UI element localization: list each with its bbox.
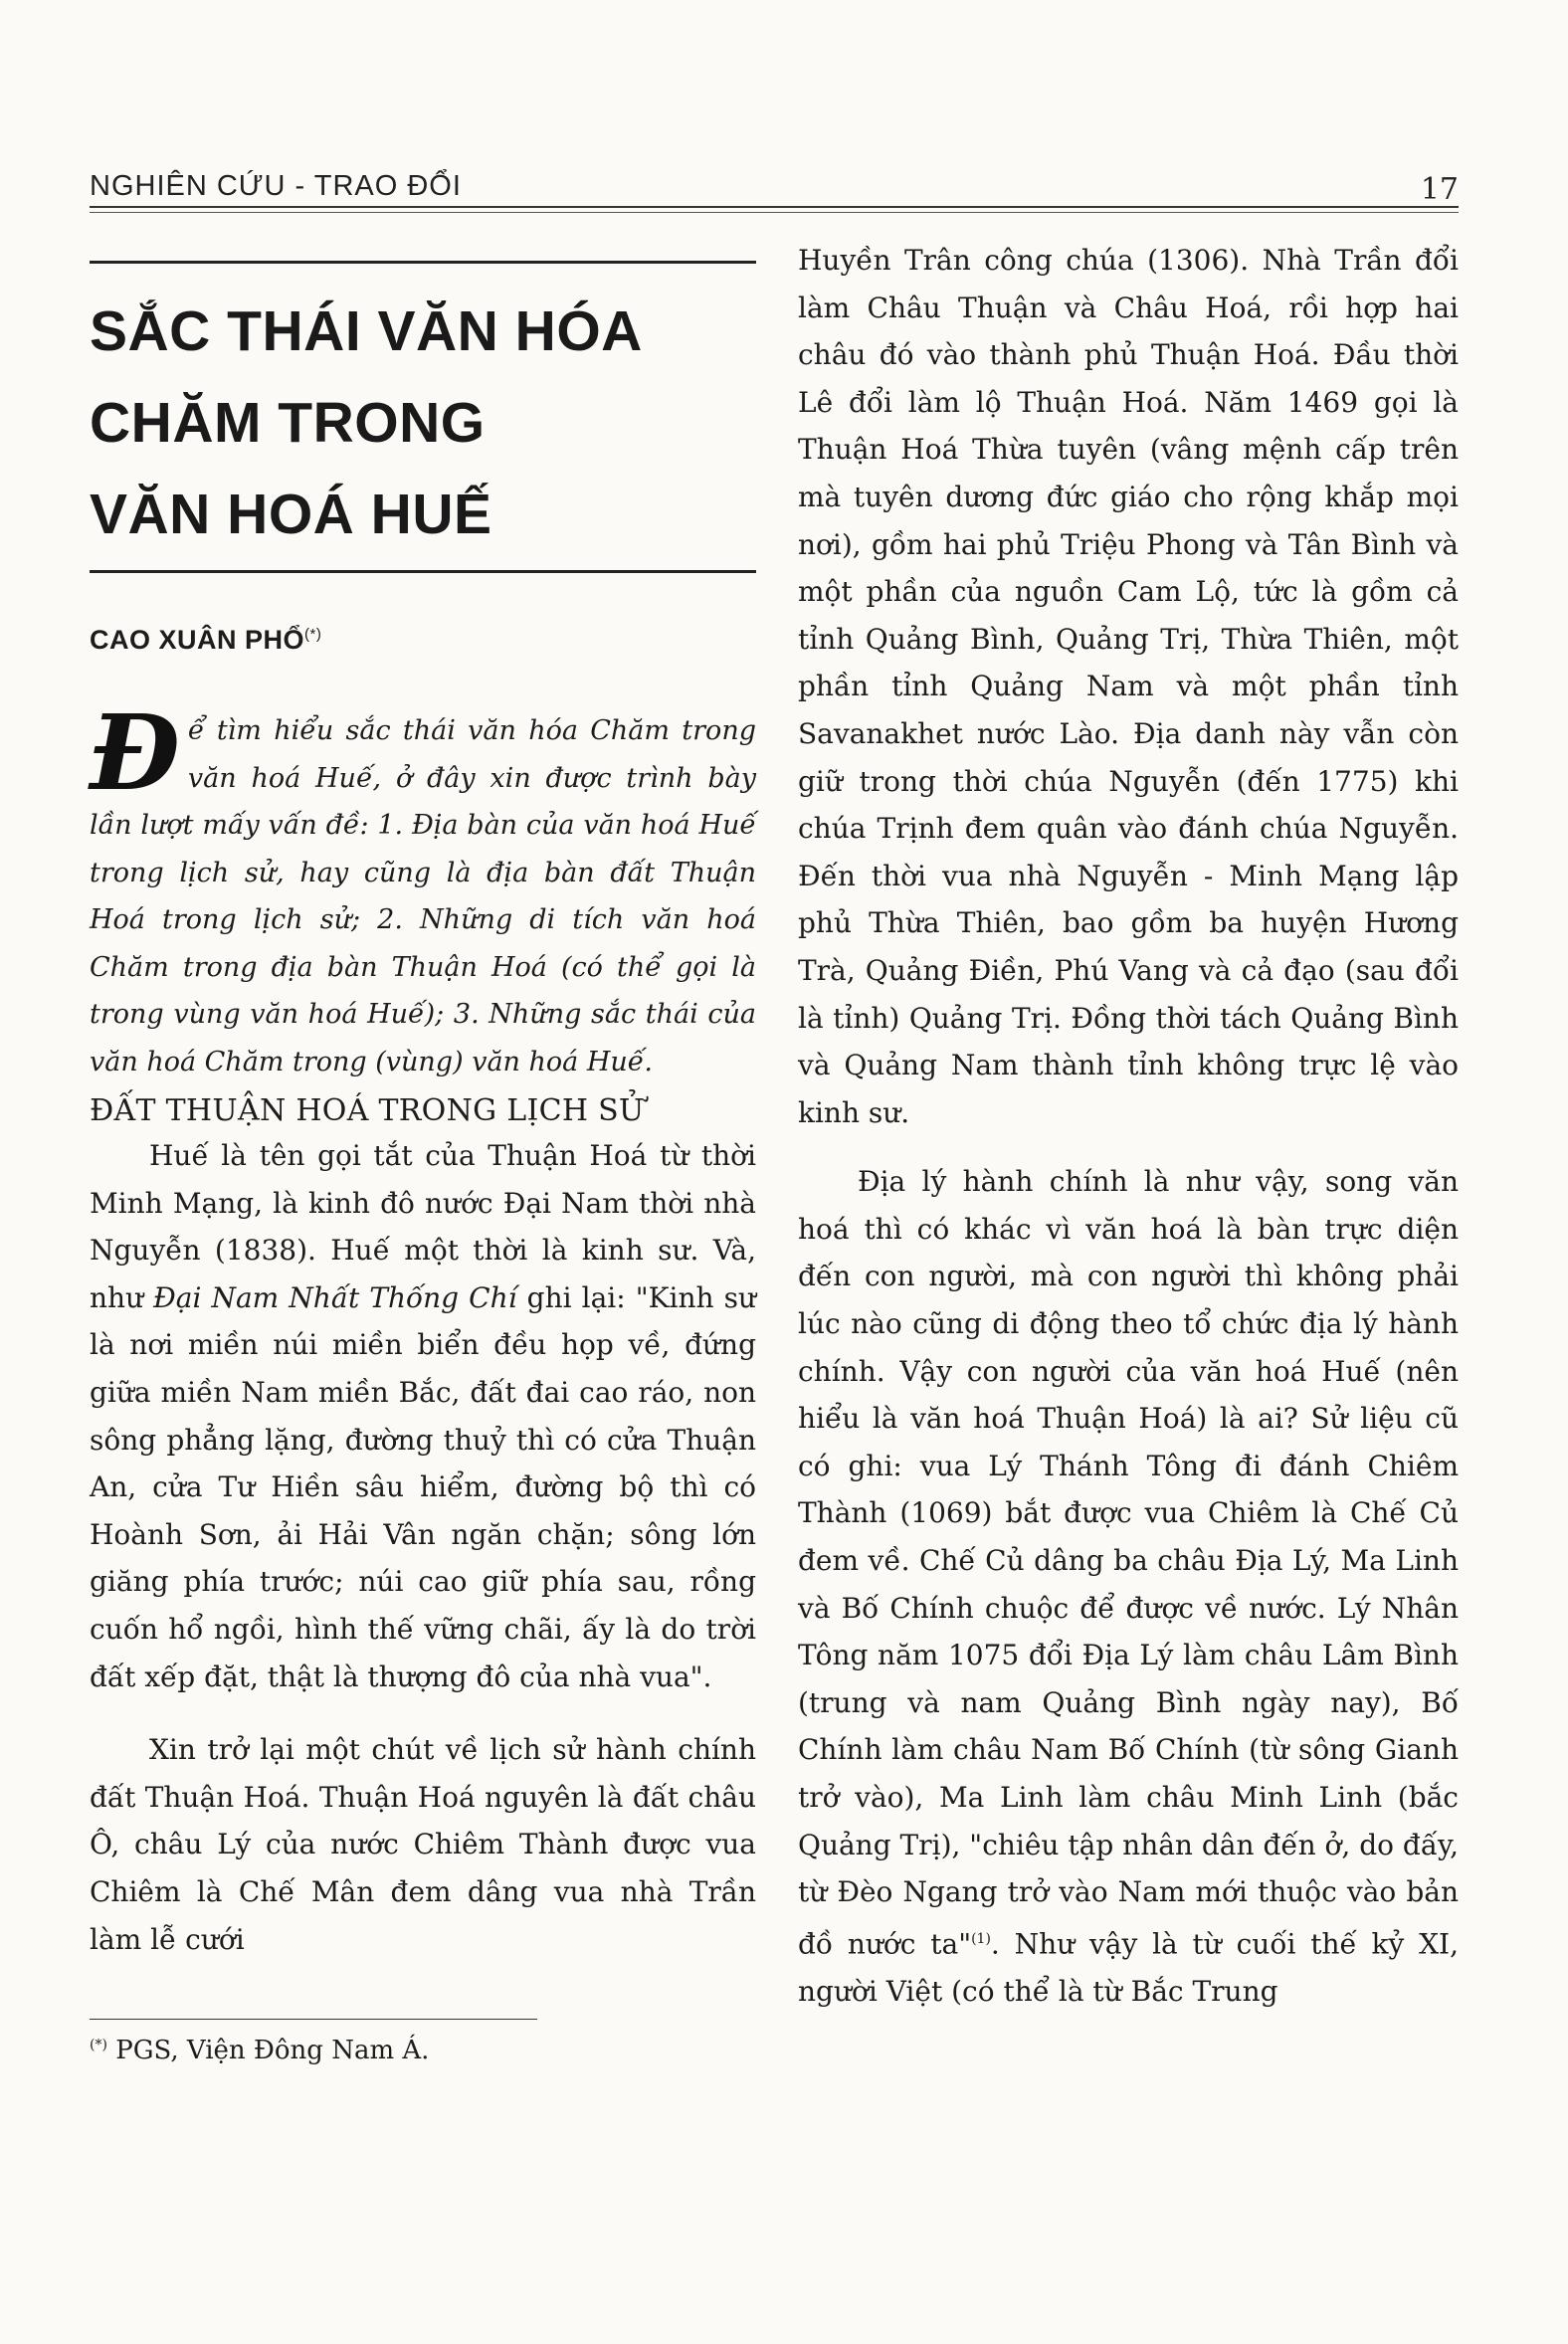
drop-cap: Đ xyxy=(90,691,180,814)
title-line-3: VĂN HOÁ HUẾ xyxy=(90,483,492,546)
header-rule xyxy=(90,206,1459,208)
paragraph xyxy=(90,1132,756,1700)
title-rule-bottom xyxy=(90,570,756,573)
book-title: Đại Nam Nhất Thống Chí xyxy=(153,1280,517,1314)
page-number: 17 xyxy=(1420,172,1459,207)
running-header xyxy=(90,159,1459,207)
author-name: CAO XUÂN PHỔ xyxy=(90,625,305,655)
footnote-rule xyxy=(90,2019,537,2020)
footnote-mark: (*) xyxy=(90,2037,107,2053)
footnote xyxy=(90,2036,756,2065)
author-footnote-mark: (*) xyxy=(304,626,322,643)
paragraph: Huyền Trân công chúa (1306). Nhà Trần đổi làm Châu Thuận và Châu Hoá, rồi hợp hai châu đó vào thành phủ Thuận Hoá. Đầu thời Lê đổi làm lộ Thuận Hoá. Năm 1469 gọi là Thuận Hoá Thừa tuyên (vâng mệnh cấp trên mà tuyên dương đức giáo cho rộng khắp mọi nơi), gồm hai phủ Triệu Phong và Tân Bình và một phần của nguồn Cam Lộ, tức là gồm cả tỉnh Quảng Bình, Quảng Trị, Thừa Thiên, một phần tỉnh Quảng Nam và một phần tỉnh Savanakhet nước Lào. Địa danh này vẫn còn giữ trong thời chúa Nguyễn (đến 1775) khi chúa Trịnh đem quân vào đánh chúa Nguyễn. Đến thời vua nhà Nguyễn - Minh Mạng lập phủ Thừa Thiên, bao gồm ba huyện Hương Trà, Quảng Điền, Phú Vang và cả đạo (sau đổi là tỉnh) Quảng Trị. Đồng thời tách Quảng Bình và Quảng Nam thành tỉnh không trực lệ vào kinh sư. xyxy=(798,244,1459,1129)
paragraph-text: Địa lý hành chính là như vậy, song văn hoá thì có khác vì văn hoá là bàn trực diện đến con người, mà con người thì không phải lúc nào cũng di động theo tổ chức địa lý hành chính. Vậy con người của văn hoá Huế (nên hiểu là văn hoá Thuận Hoá) là ai? Sử liệu cũ có ghi: vua Lý Thánh Tông đi đánh Chiêm Thành (1069) bắt được vua Chiêm là Chế Củ đem về. Chế Củ dâng ba châu Địa Lý, Ma Linh và Bố Chính chuộc để được về nước. Lý Nhân Tông năm 1075 đổi Địa Lý làm châu Lâm Bình (trung và nam Quảng Bình ngày nay), Bố Chính làm châu Nam Bố Chính (từ sông Gianh trở vào), Ma Linh làm châu Minh Linh (bắc Quảng Trị), "chiêu tập nhân dân đến ở, do đấy, từ Đèo Ngang trở vào Nam mới thuộc vào bản đồ nước ta" xyxy=(798,1165,1459,1961)
header-rule-thin xyxy=(90,212,1459,213)
right-column xyxy=(798,237,1459,2015)
paragraph: Xin trở lại một chút về lịch sử hành chính đất Thuận Hoá. Thuận Hoá nguyên là đất châu Ô, châu Lý của nước Chiêm Thành được vua Chiêm là Chế Mân đem dâng vua nhà Trần làm lễ cưới xyxy=(90,1733,756,1956)
section-label: NGHIÊN CỨU - TRAO ĐỔI xyxy=(90,170,462,202)
left-column xyxy=(90,261,756,2065)
paragraph-text: Huế là tên gọi tắt của Thuận Hoá từ thời Minh Mạng, là kinh đô nước Đại Nam thời nhà Nguyễn (1838). Huế một thời là kinh sư. Và, như xyxy=(90,1139,756,1314)
citation-mark: (1) xyxy=(971,1930,991,1947)
paragraph xyxy=(798,1158,1459,2015)
paragraph-text: ghi lại: "Kinh sư là nơi miền núi miền biển đều họp về, đứng giữa miền Nam miền Bắc, đất đai cao ráo, non sông phẳng lặng, đường thuỷ thì có cửa Thuận An, cửa Tư Hiền sâu hiểm, đường bộ thì có Hoành Sơn, ải Hải Vân ngăn chặn; sông lớn giăng phía trước; núi cao giữ phía sau, rồng cuốn hổ ngồi, hình thế vững chãi, ấy là do trời đất xếp đặt, thật là thượng đô của nhà vua". xyxy=(90,1280,757,1693)
footnote-text: PGS, Viện Đông Nam Á. xyxy=(106,2036,430,2066)
author-byline xyxy=(90,625,756,656)
title-rule-top xyxy=(90,261,756,264)
title-line-1: SẮC THÁI VĂN HÓA xyxy=(90,299,643,363)
abstract xyxy=(90,691,756,1085)
section-heading: ĐẤT THUẬN HOÁ TRONG LỊCH SỬ xyxy=(90,1093,645,1128)
abstract-text: ể tìm hiểu sắc thái văn hóa Chăm trong văn hoá Huế, ở đây xin được trình bày lần lượt mấy vấn đề: 1. Địa bàn của văn hoá Huế trong lịch sử, hay cũng là địa bàn đất Thuận Hoá trong lịch sử; 2. Những di tích văn hoá Chăm trong địa bàn Thuận Hoá (có thể gọi là trong vùng văn hoá Huế); 3. Những sắc thái của văn hoá Chăm trong (vùng) văn hoá Huế. xyxy=(90,715,756,1077)
paragraph-text: . Như vậy là từ cuối thế kỷ XI, người Việt (có thể là từ Bắc Trung xyxy=(798,1927,1459,2008)
title-line-2: CHĂM TRONG xyxy=(90,391,486,455)
article-title xyxy=(90,286,756,560)
